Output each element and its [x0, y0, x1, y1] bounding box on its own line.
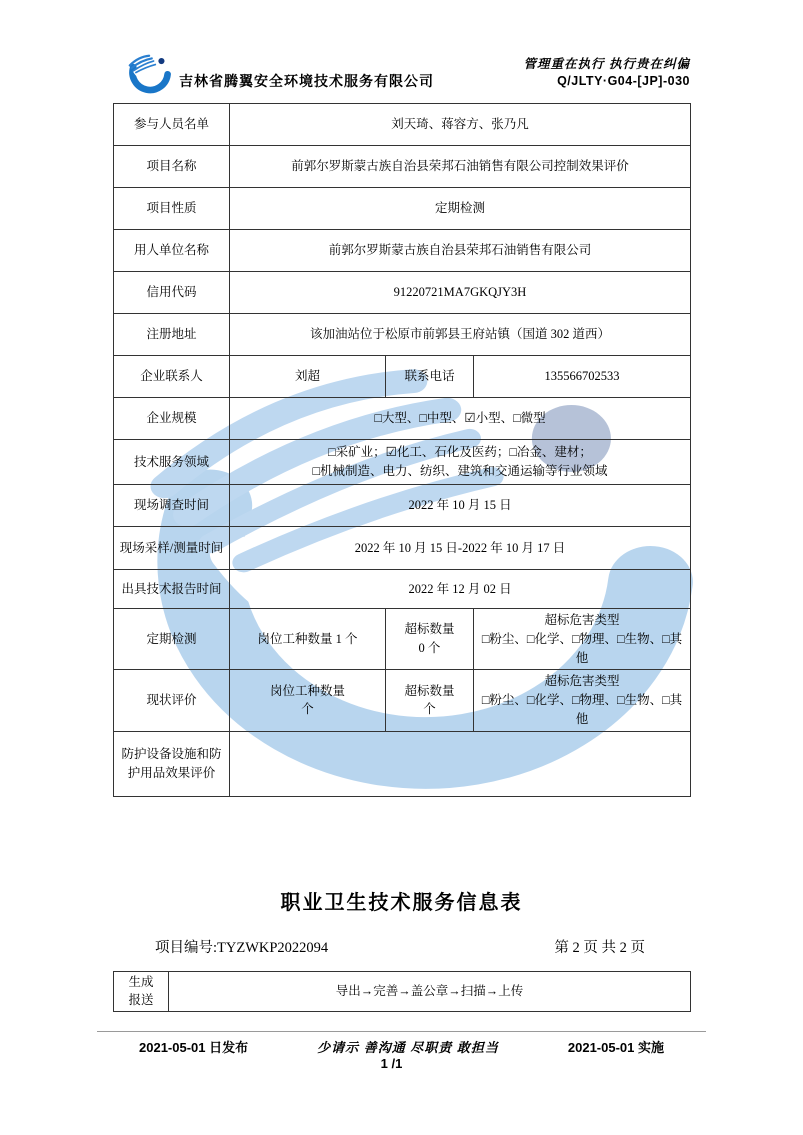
submit-label [114, 972, 169, 1012]
row-project-name [114, 146, 691, 188]
form-title: 职业卫生技术服务信息表 [280, 892, 523, 914]
doc-code: Q/JLTY·G04-[JP]-030 [557, 74, 690, 88]
report-date-value: 2022 年 12 月 02 日 [230, 570, 691, 609]
footer-divider [97, 1031, 706, 1032]
periodic-test-over-line1: 超标数量 [404, 622, 455, 637]
status-eval-hazard [474, 670, 691, 731]
row-service-field [114, 440, 691, 485]
row-survey-date [114, 485, 691, 527]
row-contact [114, 356, 691, 398]
service-field-checkboxes [230, 440, 691, 485]
row-protection-eval [114, 731, 691, 796]
periodic-test-post-count: 岗位工种数量 1 个 [230, 609, 386, 670]
info-table [113, 103, 691, 797]
row-company-scale [114, 398, 691, 440]
row-sampling-date [114, 527, 691, 570]
credit-code-value: 91220721MA7GKQJY3H [230, 272, 691, 314]
employer-name-label: 用人单位名称 [114, 230, 230, 272]
participants-value: 刘天琦、蒋容方、张乃凡 [230, 104, 691, 146]
project-name-label: 项目名称 [114, 146, 230, 188]
periodic-test-hazard [474, 609, 691, 670]
footer-page-number: 1 /1 [380, 1056, 403, 1071]
status-eval-over-line2: 个 [423, 702, 436, 717]
protection-eval-label: 防护设备设施和防护用品效果评价 [114, 731, 230, 796]
submit-label-line2: 报送 [128, 992, 154, 1007]
status-eval-post-line2: 个 [301, 702, 314, 717]
page-info: 第 2 页 共 2 页 [554, 940, 645, 956]
submit-label-line1: 生成 [128, 975, 154, 989]
project-name-value: 前郭尔罗斯蒙古族自治县荣邦石油销售有限公司控制效果评价 [230, 146, 691, 188]
registered-address-label: 注册地址 [114, 314, 230, 356]
footer-motto: 少请示 善沟通 尽职责 敢担当 [317, 1040, 499, 1055]
service-field-line2: □机械制造、电力、纺织、建筑和交通运输等行业领域 [312, 464, 608, 478]
row-registered-address [114, 314, 691, 356]
row-employer-name [114, 230, 691, 272]
header-right-block [524, 54, 690, 88]
employer-name-value: 前郭尔罗斯蒙古族自治县荣邦石油销售有限公司 [230, 230, 691, 272]
contact-phone-value: 135566702533 [474, 356, 691, 398]
protection-eval-value [230, 731, 691, 796]
sampling-date-label: 现场采样/测量时间 [114, 527, 230, 570]
service-field-label: 技术服务领域 [114, 440, 230, 485]
row-status-eval [114, 670, 691, 731]
company-logo-icon [126, 54, 174, 98]
row-credit-code [114, 272, 691, 314]
periodic-test-over-count [386, 609, 474, 670]
status-eval-hazard-checkboxes: □粉尘、□化学、□物理、□生物、□其他 [481, 693, 683, 726]
row-participants [114, 104, 691, 146]
contact-phone-label: 联系电话 [386, 356, 474, 398]
footer-row [97, 1037, 706, 1056]
status-eval-post-line1: 岗位工种数量 [269, 683, 345, 698]
submit-table [113, 971, 691, 1012]
periodic-test-over-line2: 0 个 [418, 641, 441, 656]
survey-date-label: 现场调查时间 [114, 485, 230, 527]
company-scale-checkboxes: □大型、□中型、☑小型、□微型 [230, 398, 691, 440]
project-number: 项目编号:TYZWKP2022094 [155, 940, 329, 956]
footer-release-date: 2021-05-01 日发布 [139, 1040, 249, 1055]
footer-implement-date: 2021-05-01 实施 [567, 1040, 664, 1055]
project-type-value: 定期检测 [230, 188, 691, 230]
periodic-test-label: 定期检测 [114, 609, 230, 670]
status-eval-over-count [386, 670, 474, 731]
header-slogan: 管理重在执行 执行贵在纠偏 [523, 57, 690, 71]
contact-name: 刘超 [230, 356, 386, 398]
row-submit-process [114, 972, 691, 1012]
status-eval-post-count [230, 670, 386, 731]
credit-code-label: 信用代码 [114, 272, 230, 314]
registered-address-value: 该加油站位于松原市前郭县王府站镇（国道 302 道西） [230, 314, 691, 356]
survey-date-value: 2022 年 10 月 15 日 [230, 485, 691, 527]
report-date-label: 出具技术报告时间 [114, 570, 230, 609]
status-eval-over-line1: 超标数量 [404, 683, 455, 698]
project-type-label: 项目性质 [114, 188, 230, 230]
participants-label: 参与人员名单 [114, 104, 230, 146]
status-eval-label: 现状评价 [114, 670, 230, 731]
row-project-type [114, 188, 691, 230]
row-periodic-test [114, 609, 691, 670]
row-report-date [114, 570, 691, 609]
periodic-test-hazard-checkboxes: □粉尘、□化学、□物理、□生物、□其他 [481, 631, 683, 665]
status-eval-hazard-title: 超标危害类型 [544, 674, 620, 689]
company-name: 吉林省腾翼安全环境技术服务有限公司 [179, 73, 434, 89]
service-field-line1: □采矿业；☑化工、石化及医药；□冶金、建材； [328, 445, 592, 460]
company-scale-label: 企业规模 [114, 398, 230, 440]
sampling-date-value: 2022 年 10 月 15 日-2022 年 10 月 17 日 [230, 527, 691, 570]
contact-label: 企业联系人 [114, 356, 230, 398]
periodic-test-hazard-title: 超标危害类型 [544, 613, 620, 627]
submit-process-value: 导出→完善→盖公章→扫描→上传 [169, 972, 691, 1012]
